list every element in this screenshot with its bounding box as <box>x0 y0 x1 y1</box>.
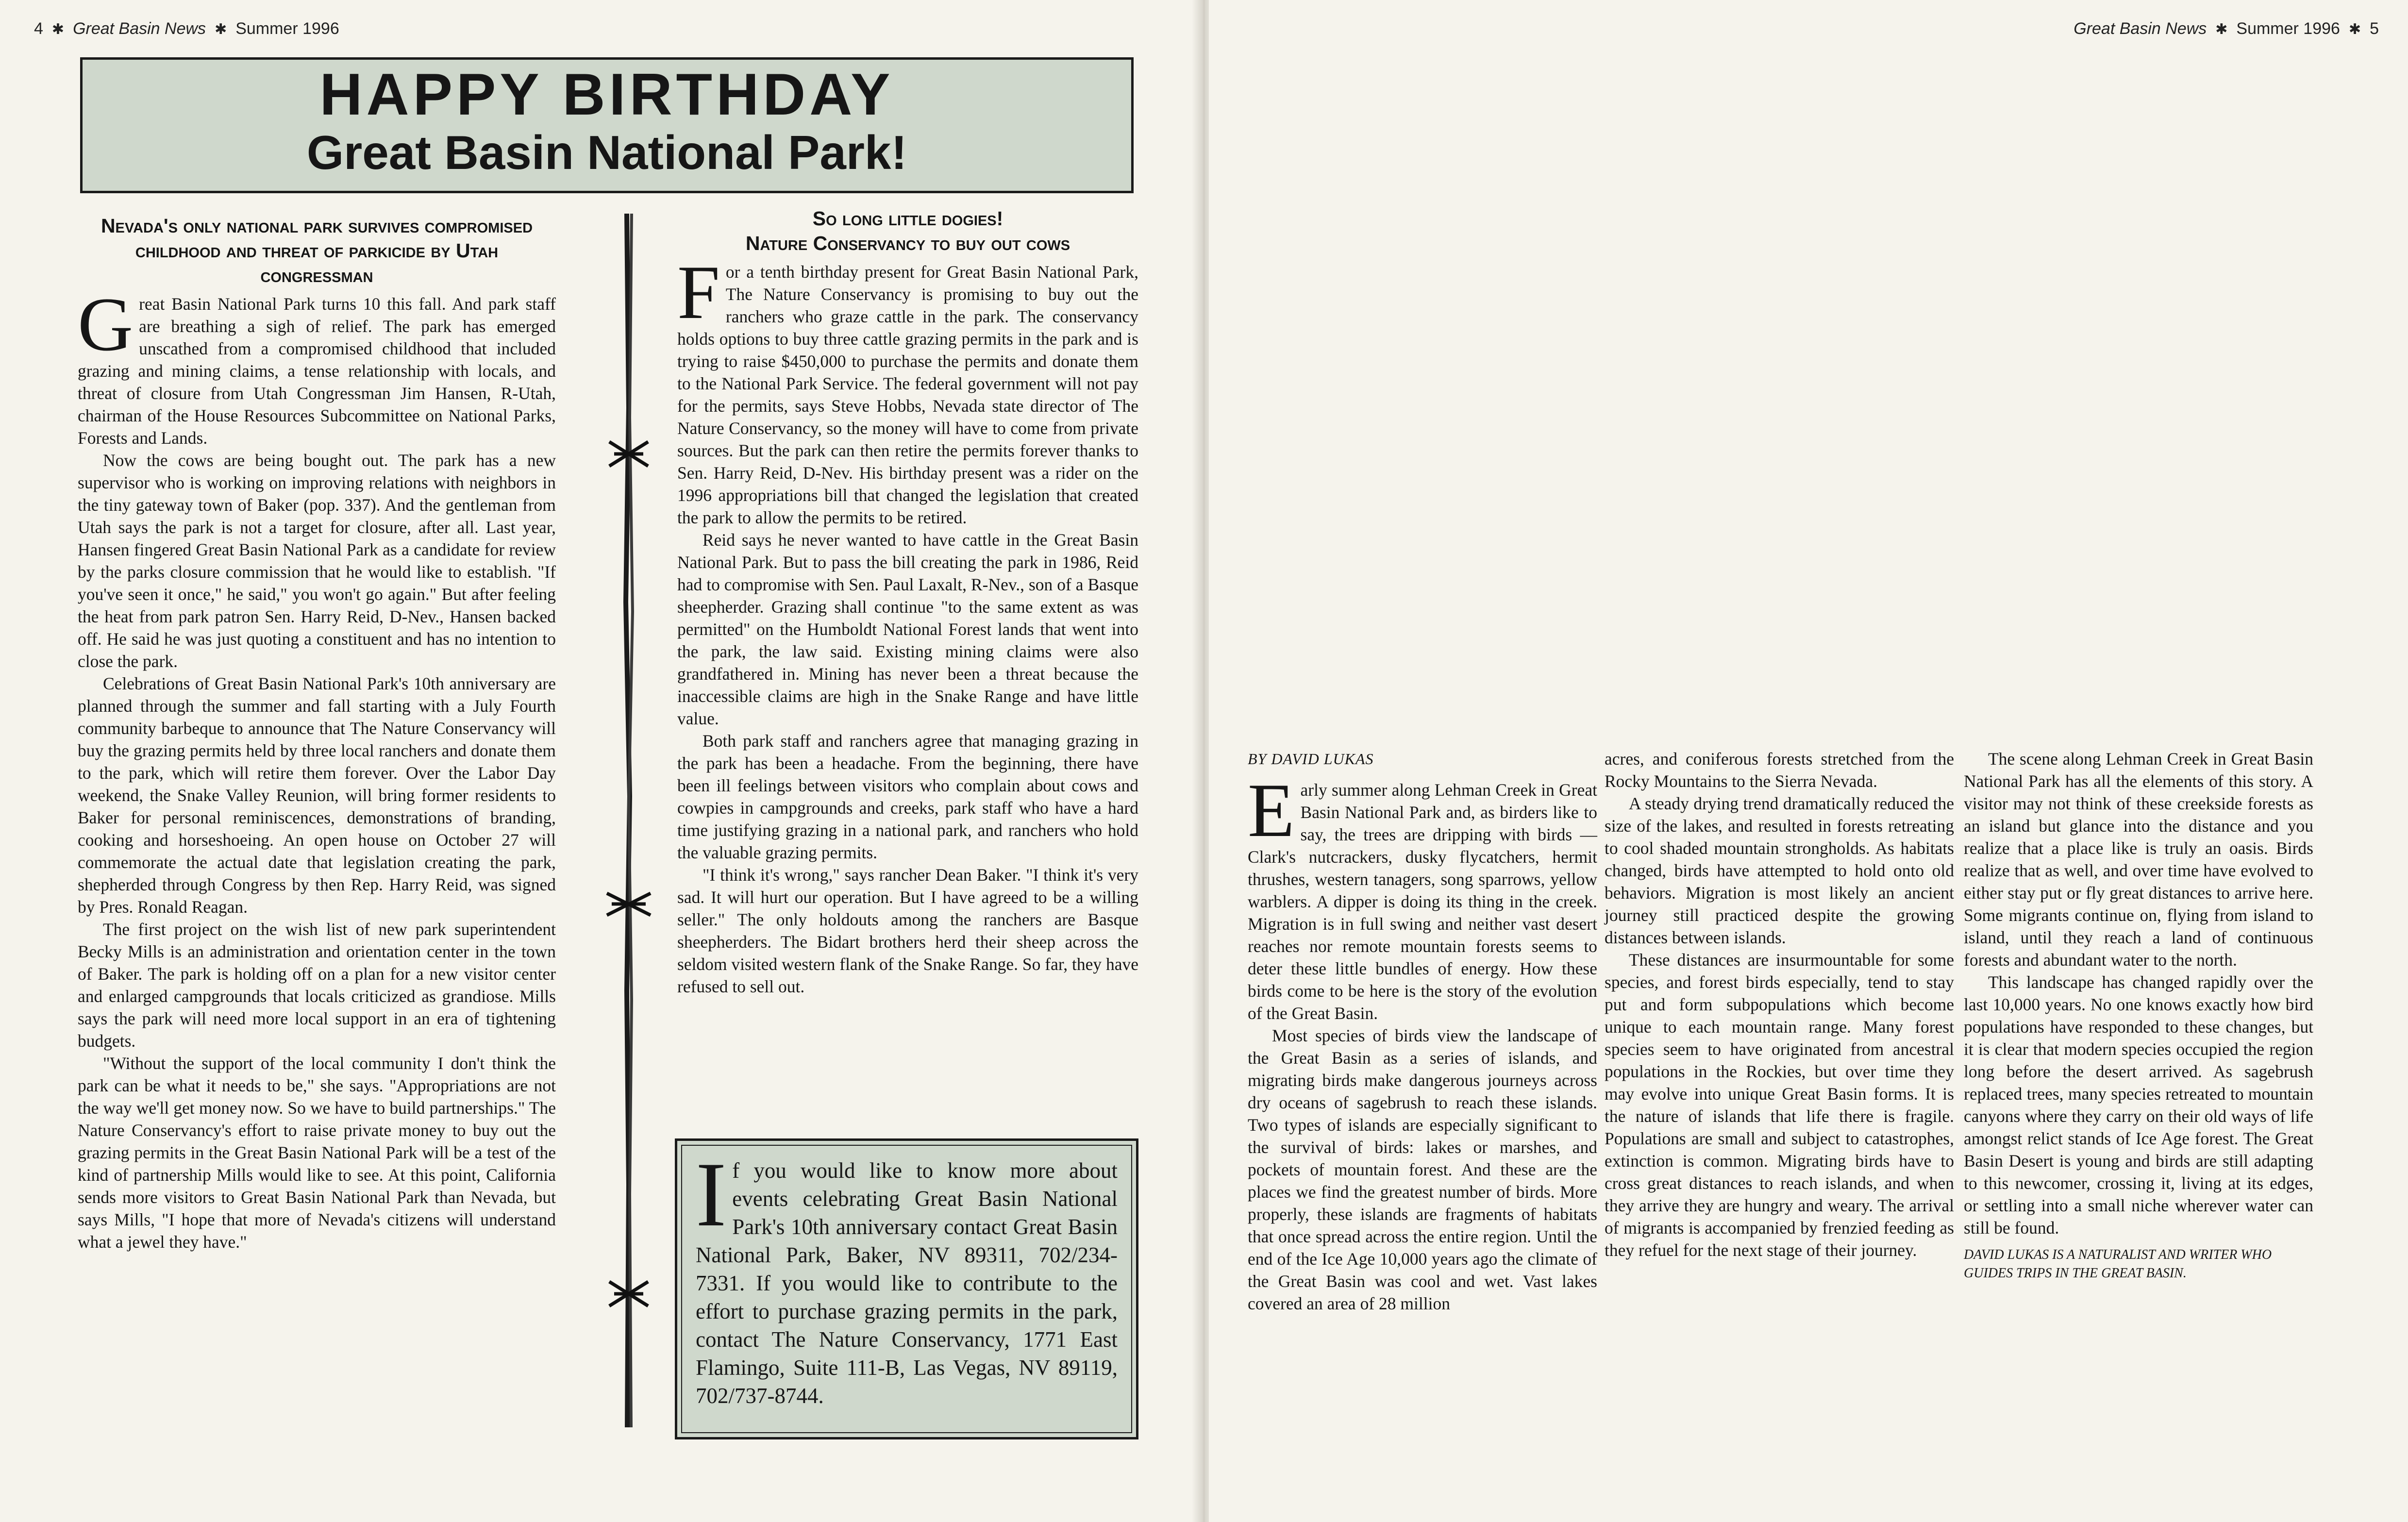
article-paragraph: Now the cows are being bought out. The park has a new supervisor who is working on improving relations with neighbors in the tiny gateway town of Baker (pop. 337). And the gentleman from Utah says the park is not a target for closure, after all. Last year, Hansen fingered Great Basin National Park as a candidate for review by the parks closure commission that he would like to establish. "If you've seen it once," he said," you won't go again." But after feeling the heat from park patron Sen. Harry Reid, D-Nev., Hansen backed off. He said he was just quoting a constituent and has no intention to close the park. <box>78 451 556 671</box>
star-separator-icon: ✱ <box>2215 21 2228 37</box>
article-paragraph: Reid says he never wanted to have cattle in the Great Basin National Park. But to pass the bill creating the park in 1986, Reid had to compromise with Sen. Paul Laxalt, R-Nev., son of a Basque sheepherder. Grazing shall continue "to the same extent as was permitted" on the Humboldt National Forest lands that went into the park, the law said. Existing mining claims were also grandfathered in. Mining has never been a threat because the inaccessible claims are high in the Snake Range and have little value. <box>677 530 1138 728</box>
star-separator-icon: ✱ <box>2348 21 2361 37</box>
birds-article-column-1 <box>1248 748 1597 1315</box>
contact-info-box <box>675 1138 1138 1439</box>
article-paragraph: Great Basin National Park turns 10 this fall. And park staff are breathing a sigh of relief. The park has emerged unscathed from a compromised childhood that included grazing and mining claims, a tense relationship with locals, and threat of closure from Utah Congressman Jim Hansen, R-Utah, chairman of the House Resources Subcommittee on National Parks, Forests and Lands. <box>78 282 556 448</box>
article-paragraph: "Without the support of the local community I don't think the park can be what it needs to be," she says. "Appropriations are not the way we'll get money now. So we have to build partnerships." The Nature Conservancy's effort to raise private money to buy out the grazing permits in the Great Basin National Park will be a test of the kind of partnership Mills would like to see. At this point, California sends more visitors to Great Basin National Park than Nevada, but says Mills, "I hope that more of Nevada's citizens will understand what a jewel they have." <box>78 1054 556 1252</box>
star-separator-icon: ✱ <box>215 21 227 37</box>
article-paragraph: The scene along Lehman Creek in Great Basin National Park has all the elements of this story. A visitor may not think of these creekside forests as an island but glance into the distance and you realize that a place like is truly an oasis. Birds realize that as well, and over time have evolved to either stay put or fly great distances to arrive here. Some migrants continue on, flying from island to island, until they reach a land of continuous forests and abundant water to the north. <box>1964 749 2313 970</box>
article-paragraph: Early summer along Lehman Creek in Great Basin National Park and, as birders like to say, the trees are dripping with birds — Clark's nutcrackers, dusky flycatchers, hermit thrushes, western tanagers, song sparrows, yellow warblers. A dipper is doing its thing in the creek. Migration is in full swing and neither vast desert reaches nor remote mountain forests seems to deter these little bundles of energy. How these birds come to be here is the story of the evolution of the Great Basin. <box>1248 768 1597 1023</box>
publication-name: Great Basin News <box>2074 19 2207 38</box>
left-page <box>0 0 1199 1522</box>
page-number: 5 <box>2370 19 2379 38</box>
issue-date: Summer 1996 <box>235 19 339 38</box>
article-park-anniversary <box>78 214 556 1253</box>
page-number: 4 <box>34 19 43 38</box>
birds-article-column-2 <box>1605 748 1954 1261</box>
article-paragraph: For a tenth birthday present for Great Basin National Park, The Nature Conservancy is promising to buy out the ranchers who graze cattle in the park. The conservancy holds options to buy three cattle grazing permits in the park and is trying to raise $450,000 to purchase the permits and donate them to the National Park Service. The federal government will not pay for the permits, says Steve Hobbs, Nevada state director of The Nature Conservancy, so the money will have to come from private sources. But the park can then retire the permits forever thanks to Sen. Harry Reid, D-Nev. His birthday present was a rider on the 1996 appropriations bill that changed the legislation that created the park to allow the permits to be retired. <box>677 250 1138 527</box>
article-subhead: Nevada's only national park survives compromised childhood and threat of parkicide by Utah congressman <box>100 215 533 286</box>
article-subhead: So long little dogies! <box>812 207 1003 230</box>
byline: BY DAVID LUKAS <box>1248 750 1374 768</box>
barbed-wire-divider-icon <box>595 214 663 1427</box>
publication-name: Great Basin News <box>73 19 206 38</box>
article-paragraph: These distances are insurmountable for some species, and forest birds especially, tend to stay put and form subpopulations which become unique to each mountain range. Many forest species seem to have originated from ancestral populations in the Rockies, but over time they may evolve into unique Great Basin forms. It is the nature of islands that life there is fragile. Populations are small and subject to catastrophes, extinction is common. Migrating birds have to cross great distances to reach islands, and when they arrive they are hungry and weary. The arrival of migrants is accompanied by frenzied feeding as they refuel for the next stage of their journey. <box>1605 950 1954 1260</box>
article-paragraph: acres, and coniferous forests stretched from the Rocky Mountains to the Sierra Nevada. <box>1605 749 1954 791</box>
left-folio <box>34 19 339 38</box>
article-nature-conservancy <box>677 206 1138 998</box>
article-paragraph: The first project on the wish list of new park superintendent Becky Mills is an administration and orientation center in the town of Baker. The park is holding off on a plan for a new visitor center and enlarged campgrounds that locals criticized as grandiose. Mills says the park will need more local support in an era of tightening budgets. <box>78 920 556 1051</box>
article-paragraph: Both park staff and ranchers agree that managing grazing in the park has been a headache. From the beginning, there have been ill feelings between visitors who complain about cows and cowpies in campgrounds and creeks, park staff who have a hard time justifying grazing in a national park, and ranchers who hold the valuable grazing permits. <box>677 731 1138 862</box>
article-paragraph: This landscape has changed rapidly over the last 10,000 years. No one knows exactly how bird populations have responded to these changes, but it is clear that modern species occupied the region long before the desert arrived. As sagebrush replaced trees, many species retreated to mountain canyons where they carry on their old ways of life amongst relict stands of Ice Age forest. The Great Basin Desert is young and birds are still adapting to this newcomer, crossing it, living at its edges, or settling into a small niche wherever water can still be found. <box>1964 972 2313 1238</box>
article-paragraph: A steady drying trend dramatically reduced the size of the lakes, and resulted in forests retreating to cool shaded mountain strongholds. As habitats changed, birds have attempted to hold onto old behaviors. Migration is most likely an ancient journey still practiced despite the growing distances between islands. <box>1605 794 1954 947</box>
article-paragraph: "I think it's wrong," says rancher Dean Baker. "I think it's very sad. It will hurt our operation. But I have agreed to be a willing seller." The only holdouts among the ranchers are Basque sheepherders. The Bidart brothers herd their sheep across the seldom visited western flank of the Snake Range. So far, they have refused to sell out. <box>677 865 1138 996</box>
author-bio: DAVID LUKAS IS A NATURALIST AND WRITER WHO GUIDES TRIPS IN THE GREAT BASIN. <box>1964 1247 2272 1281</box>
contact-info-text: If you would like to know more about events celebrating Great Basin National Park's 10th anniversary contact Great Basin National Park, Baker, NV 89311, 702/234-7331. If you would like to contribute to the effort to purchase grazing permits in the park, contact The Nature Conservancy, 1771 East Flamingo, Suite 111-B, Las Vegas, NV 89119, 702/737-8744. <box>681 1145 1132 1433</box>
headline-line-2: Great Basin National Park! <box>306 126 907 179</box>
headline-banner <box>80 57 1134 193</box>
article-paragraph: Celebrations of Great Basin National Park's 10th anniversary are planned through the summer and fall starting with a July Fourth community barbeque to announce that The Nature Conservancy will buy the grazing permits held by three local ranchers and donate them to the park, which will retire them forever. Over the Labor Day weekend, the Snake Valley Reunion, will bring former residents to Baker for personal reminiscences, demonstrations of branding, cooking and horseshoeing. An open house on October 27 will commemorate the actual date that legislation creating the park, shepherded through Congress by then Rep. Harry Reid, was signed by Pres. Ronald Reagan. <box>78 674 556 917</box>
star-separator-icon: ✱ <box>51 21 65 37</box>
article-paragraph: Most species of birds view the landscape of the Great Basin as a series of islands, and migrating birds make dangerous journeys across dry oceans of sagebrush to reach these islands. Two types of islands are especially significant to the survival of birds: lakes or marshes, and pockets of mountain forest. And these are the places we find the greatest number of birds. More properly, these islands are fragments of habitats that once spread across the entire region. Until the end of the Ice Age 10,000 years ago the climate of the Great Basin was cool and wet. Vast lakes covered an area of 28 million <box>1248 1026 1597 1313</box>
right-folio <box>2074 19 2379 38</box>
article-subhead: Nature Conservancy to buy out cows <box>745 232 1070 254</box>
right-page <box>1209 0 2408 1522</box>
headline-line-1: HAPPY BIRTHDAY <box>319 61 894 127</box>
issue-date: Summer 1996 <box>2236 19 2340 38</box>
birds-article-column-3 <box>1964 748 2313 1283</box>
